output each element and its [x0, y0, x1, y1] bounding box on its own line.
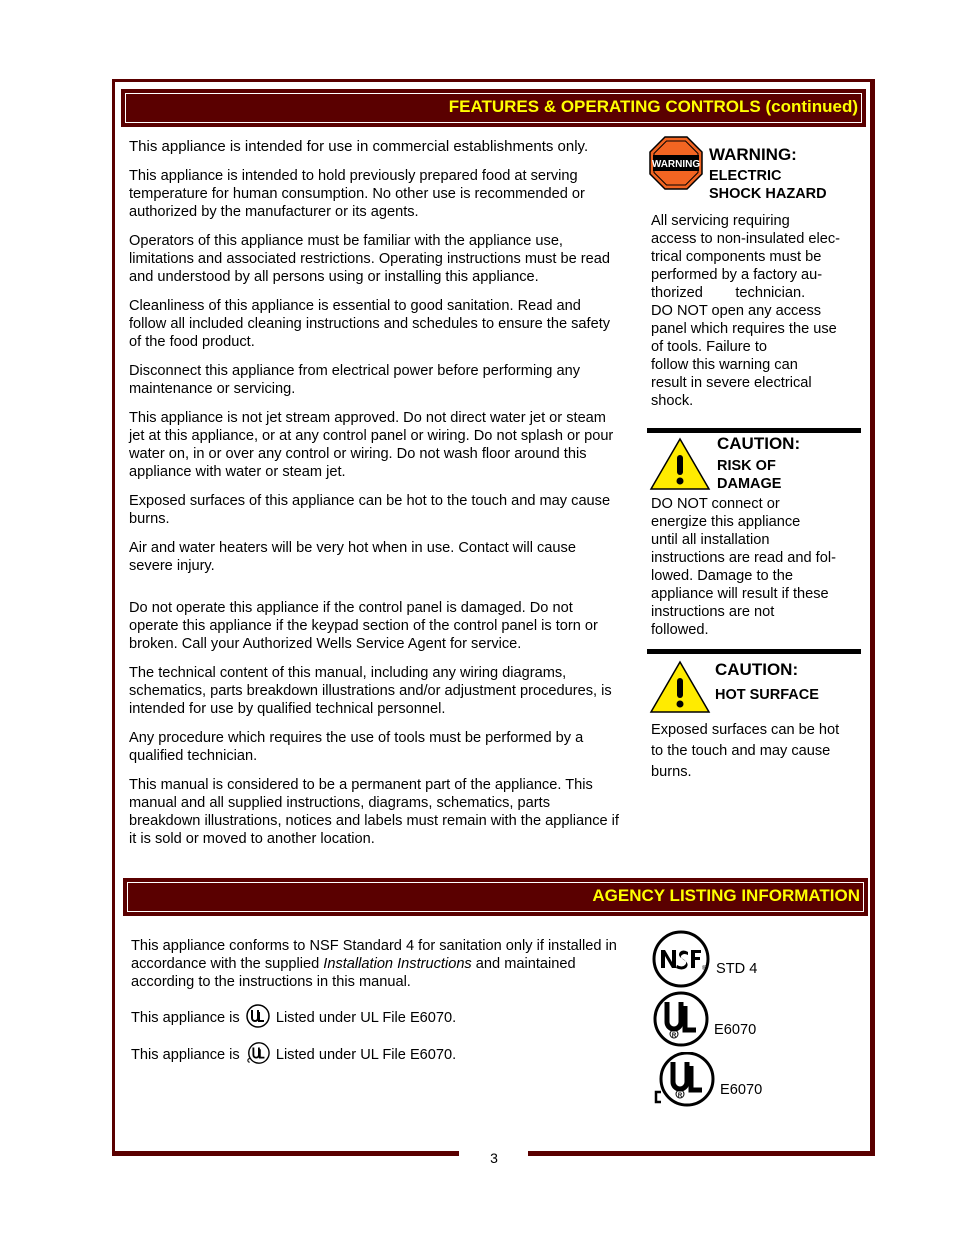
caution-line: energize this appliance — [651, 514, 801, 530]
caution-subtitle — [717, 457, 781, 493]
nsf-logo-row — [650, 928, 860, 988]
warning-subtitle-line: ELECTRIC — [709, 168, 782, 184]
caution-hot-notice — [647, 654, 861, 720]
paragraph: The technical content of this manual, including any wiring diagrams, schematics, parts breakdown illustrations and/or adjustment procedures, is intended for use by qualified technical personnel. — [129, 665, 612, 717]
nsf-statement — [131, 937, 621, 991]
warning-line: All servicing requiring — [651, 213, 790, 229]
frame-edge-bottom-left — [112, 1151, 459, 1156]
paragraph: Cleanliness of this appliance is essential to good sanitation. Read and follow all included cleaning instructions and schedules to ensure the safety of the food product. — [129, 298, 611, 350]
ul-logo-row — [650, 988, 860, 1050]
ul-statement-text: Listed under UL File E6070. — [275, 1009, 457, 1026]
caution-subtitle-line: DAMAGE — [717, 476, 782, 492]
ul-mark-icon — [246, 1004, 270, 1028]
caution-line: DO NOT connect or — [651, 496, 780, 512]
warning-line: panel which requires the use — [651, 321, 837, 337]
cul-logo-label: E6070 — [720, 1082, 763, 1098]
caution-line: appliance will result if these — [651, 586, 829, 602]
paragraph: Operators of this appliance must be familiar with the appliance use, limitations and associated restrictions. Operating instructions must be read and understood by all persons using or installing this appliance. — [129, 233, 611, 285]
paragraph: This appliance is intended for use in commercial establishments only. — [129, 138, 589, 155]
caution-line: Exposed surfaces can be hot — [651, 722, 840, 738]
features-text-column — [129, 138, 621, 859]
svg-text:R: R — [671, 1033, 677, 1039]
cul-mark-icon — [246, 1041, 270, 1065]
warning-line: performed by a factory au- — [651, 267, 823, 283]
paragraph: Do not operate this appliance if the control panel is damaged. Do not operate this appliance if the keypad section of the control panel is torn or broken. Call your Authorized Wells Service Agent for service. — [129, 600, 598, 652]
nsf-statement-text: This appliance conforms to NSF Standard 4 for sanitation only if installed in accordance with the supplied — [131, 938, 617, 972]
caution-line: burns. — [651, 764, 692, 780]
cul-statement-text: This appliance is — [131, 1046, 240, 1063]
warning-subtitle — [709, 167, 827, 203]
nsf-logo-icon — [652, 930, 710, 988]
warning-sign-text: WARNING — [651, 159, 701, 170]
paragraph: This manual is considered to be a permanent part of the appliance. This manual and all supplied instructions, diagrams, schematics, parts breakdown illustrations, notices and labels must remain with the appliance if it is sold or moved to another location. — [129, 777, 619, 847]
section-header-features-label: FEATURES & OPERATING CONTROLS (continued) — [448, 97, 858, 116]
caution-line: followed. — [651, 622, 709, 638]
section-header-agency — [125, 880, 866, 914]
warning-body — [647, 212, 861, 410]
ul-logo-label: E6070 — [714, 1022, 757, 1038]
nsf-logo-label: STD 4 — [716, 961, 758, 977]
section-header-agency-label: AGENCY LISTING INFORMATION — [592, 886, 860, 905]
cul-statement — [131, 1045, 621, 1065]
paragraph: Air and water heaters will be very hot when in use. Contact will cause severe injury. — [129, 540, 576, 574]
caution-damage-body — [647, 495, 861, 639]
warning-line: follow this warning can — [651, 357, 798, 373]
page-number: 3 — [490, 1150, 498, 1166]
paragraph: This appliance is intended to hold previously prepared food at serving temperature for human consumption. No other use is recommended or authorized by the manufacturer or its agents. — [129, 168, 585, 220]
section-header-features — [123, 91, 864, 125]
nsf-statement-text: and maintained according to the instructions in this manual. — [131, 956, 576, 990]
agency-text-column — [131, 937, 621, 1082]
caution-line: instructions are not — [651, 604, 775, 620]
ul-statement — [131, 1008, 621, 1028]
caution-title: CAUTION: — [715, 660, 799, 679]
caution-hot-body — [647, 720, 861, 783]
safety-notices-column — [647, 134, 861, 783]
caution-title: CAUTION: — [717, 434, 801, 453]
caution-triangle-icon — [649, 437, 711, 491]
warning-line: of tools. Failure to — [651, 339, 767, 355]
svg-text:R: R — [677, 1093, 683, 1099]
warning-subtitle-line: SHOCK HAZARD — [709, 186, 827, 202]
warning-line: trical components must be — [651, 249, 822, 265]
paragraph: This appliance is not jet stream approved. Do not direct water jet or steam jet at this appliance, or at any control panel or wiring. Do not splash or pour water on, in or over any control or wiring. Do not wash floor around this appliance with water or steam jet. — [129, 410, 614, 480]
caution-line: to the touch and may cause — [651, 743, 831, 759]
paragraph: Any procedure which requires the use of tools must be performed by a qualified technician. — [129, 730, 584, 764]
warning-line: thorized technician. — [651, 285, 806, 301]
cul-logo-row — [650, 1050, 860, 1110]
caution-subtitle: HOT SURFACE — [715, 687, 819, 703]
paragraph: Exposed surfaces of this appliance can be hot to the touch and may cause burns. — [129, 493, 611, 527]
caution-line: instructions are read and fol- — [651, 550, 836, 566]
cul-logo-icon — [652, 1052, 716, 1110]
warning-line: DO NOT open any access — [651, 303, 822, 319]
paragraph: Disconnect this appliance from electrical power before performing any maintenance or servicing. — [129, 363, 581, 397]
certification-logos — [650, 928, 860, 1110]
warning-line: access to non-insulated elec- — [651, 231, 841, 247]
ul-statement-text: This appliance is — [131, 1009, 240, 1026]
cul-statement-text: Listed under UL File E6070. — [275, 1046, 457, 1063]
installation-instructions-ref: Installation Instructions — [323, 956, 472, 972]
frame-edge-right — [870, 82, 875, 1156]
warning-line: result in severe electrical — [651, 375, 812, 391]
warning-notice — [647, 134, 861, 206]
frame-edge-bottom-right — [528, 1151, 875, 1156]
ul-logo-icon — [652, 990, 710, 1048]
caution-triangle-icon — [649, 660, 711, 714]
warning-title: WARNING: — [709, 145, 797, 164]
svg-text:®: ® — [702, 966, 707, 972]
caution-line: until all installation — [651, 532, 770, 548]
warning-octagon-icon — [649, 136, 703, 190]
warning-line: shock. — [651, 393, 694, 409]
caution-subtitle-line: RISK OF — [717, 458, 776, 474]
caution-damage-notice — [647, 433, 861, 495]
caution-line: lowed. Damage to the — [651, 568, 793, 584]
